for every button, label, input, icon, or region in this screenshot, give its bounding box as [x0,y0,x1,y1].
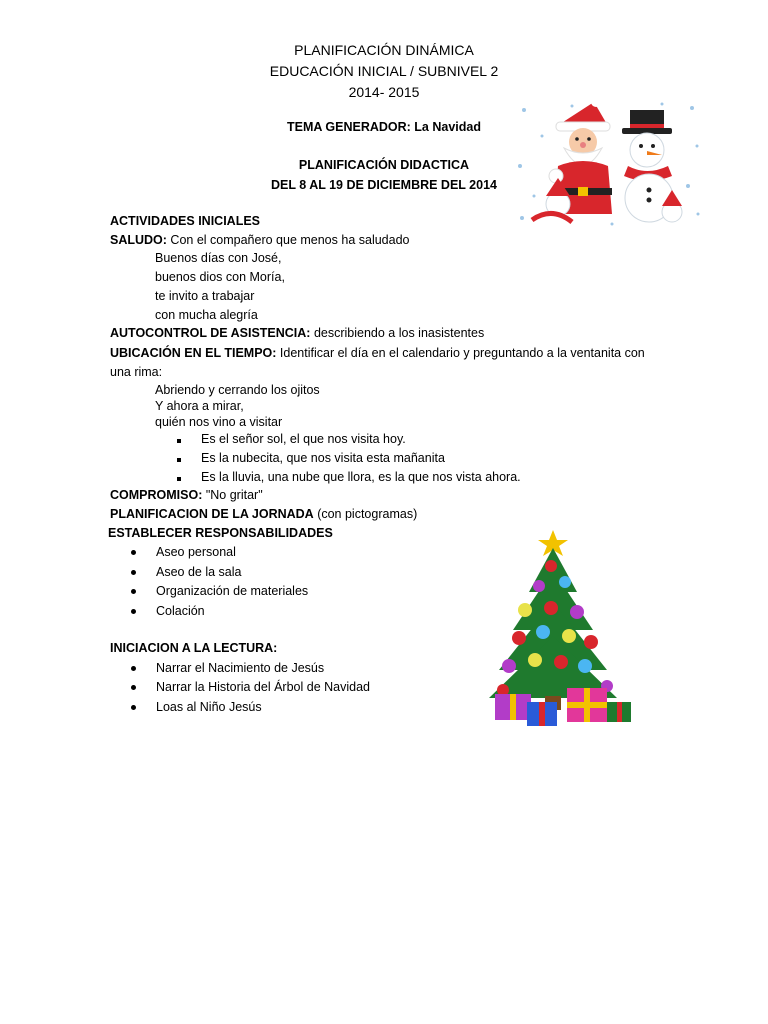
autocontrol-label: AUTOCONTROL DE ASISTENCIA: [110,326,311,340]
saludo-verse: Buenos días con José, [155,251,282,265]
compromiso-line [110,487,263,503]
bullet-icon [131,685,136,690]
lectura-item: Loas al Niño Jesús [156,700,262,714]
saludo-text: Con el compañero que menos ha saludado [166,233,410,247]
rima-verse: Y ahora a mirar, [155,399,244,413]
planificacion-title: PLANIFICACIÓN DIDACTICA [298,158,470,172]
compromiso-label: COMPROMISO: [110,488,203,502]
bullet-icon [131,589,136,594]
square-bullet-icon [177,477,181,481]
rima-item: Es el señor sol, el que nos visita hoy. [201,432,406,446]
bullet-icon [131,666,136,671]
bullet-icon [131,609,136,614]
actividades-heading: ACTIVIDADES INICIALES [110,214,261,228]
responsabilidades-heading: ESTABLECER RESPONSABILIDADES [108,526,333,540]
doc-title: PLANIFICACIÓN DINÁMICA [294,42,474,58]
ubicacion-text-2: una rima: [110,365,163,379]
autocontrol-line [110,325,484,341]
rima-item: Es la lluvia, una nube que llora, es la que nos vista ahora. [201,470,521,484]
tema-value: La Navidad [410,120,481,134]
planificacion-dates: DEL 8 AL 19 DE DICIEMBRE DEL 2014 [270,178,497,192]
jornada-label: PLANIFICACION DE LA JORNADA [110,507,314,521]
responsabilidad-item: Aseo de la sala [156,565,242,579]
rima-item: Es la nubecita, que nos visita esta mañanita [201,451,445,465]
ubicacion-label: UBICACIÓN EN EL TIEMPO: [110,346,277,360]
autocontrol-text: describiendo a los inasistentes [310,326,485,340]
bullet-icon [131,705,136,710]
saludo-line [110,232,409,248]
ubicacion-line [110,345,645,361]
lectura-item: Narrar el Nacimiento de Jesús [156,661,325,675]
santa-snowman-image [512,96,704,232]
doc-subtitle: EDUCACIÓN INICIAL / SUBNIVEL 2 [269,63,499,79]
lectura-item: Narrar la Historia del Árbol de Navidad [156,680,370,694]
responsabilidad-item: Aseo personal [156,545,236,559]
saludo-verse: te invito a trabajar [155,289,255,303]
saludo-verse: con mucha alegría [155,308,258,322]
tema-label: TEMA GENERADOR: [286,120,411,134]
ubicacion-text: Identificar el día en el calendario y preguntando a la ventanita con [276,346,645,360]
saludo-verse: buenos dios con Moría, [155,270,285,284]
christmas-tree-image [467,526,641,734]
square-bullet-icon [177,439,181,443]
saludo-label: SALUDO: [110,233,167,247]
lectura-heading: INICIACION A LA LECTURA: [110,641,278,655]
doc-year: 2014- 2015 [348,84,420,100]
bullet-icon [131,550,136,555]
compromiso-text: "No gritar" [202,488,263,502]
responsabilidad-item: Organización de materiales [156,584,309,598]
responsabilidad-item: Colación [156,604,205,618]
jornada-line [110,506,417,522]
rima-verse: quién nos vino a visitar [155,415,283,429]
jornada-text: (con pictogramas) [313,507,418,521]
bullet-icon [131,570,136,575]
rima-verse: Abriendo y cerrando los ojitos [155,383,320,397]
square-bullet-icon [177,458,181,462]
